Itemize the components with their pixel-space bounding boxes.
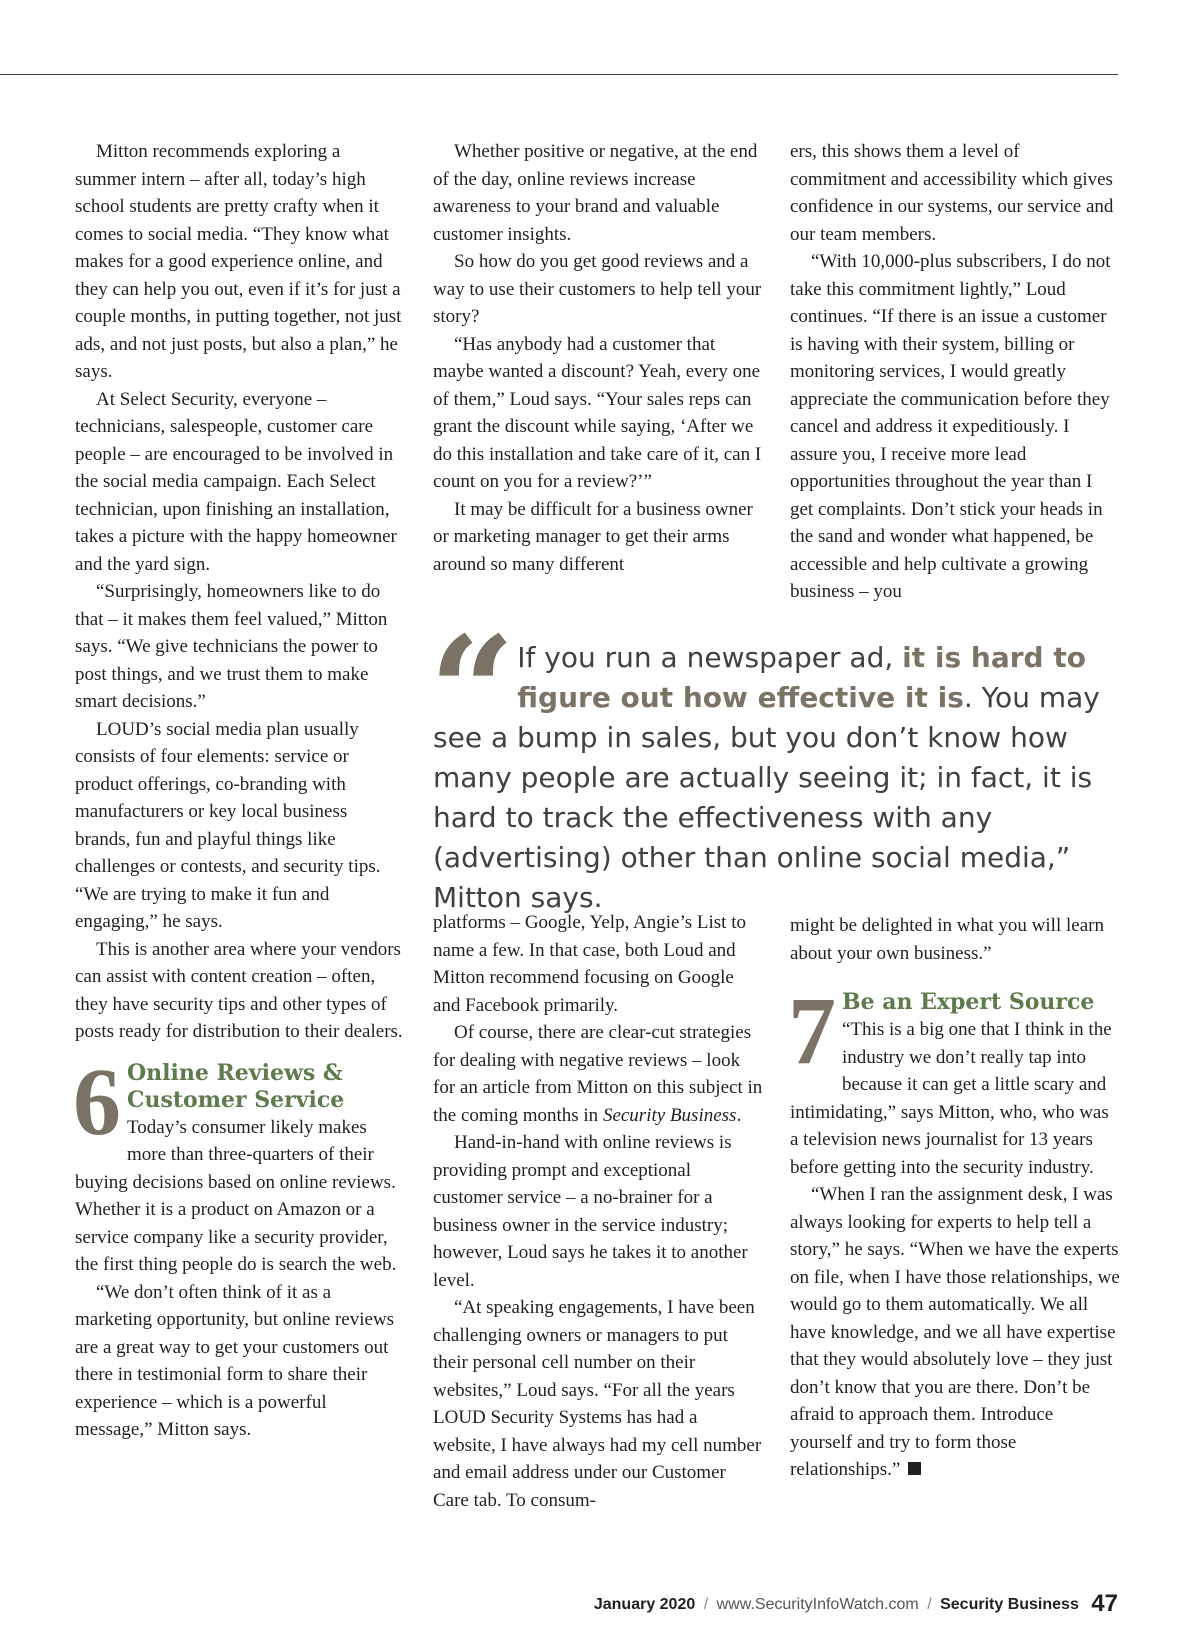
paragraph: At Select Security, everyone – technicians, salespeople, customer care people – are encouraged to be involved in the social media campaign. Each Select technician, upon finishing an installation, takes a picture with the happy homeowner and the yard sign. [75, 388, 397, 575]
website-url: www.SecurityInfoWatch.com [716, 1596, 919, 1613]
separator: / [927, 1596, 932, 1613]
column-3-top [790, 138, 1120, 606]
top-rule [0, 74, 1118, 75]
paragraph: Mitton recommends exploring a summer intern – after all, today’s high school students are pretty crafty when it comes to social media. “They know what makes for a good experience online, and they can help you out, even if it’s for just a couple months, in putting together, not just ads, and not just posts, but also a plan,” he says. [75, 141, 402, 382]
paragraph: “Has anybody had a customer that maybe wanted a discount? Yeah, every one of them,” Loud says. “Your sales reps can grant the discount while saying, ‘After we do this installation and take care of it, can I count on you for a review?’” [433, 333, 762, 492]
paragraph: “Surprisingly, homeowners like to do that – it makes them feel valued,” Mitton says. “We give technicians the power to post things, and we trust them to make smart decisions.” [75, 581, 388, 712]
page-footer [594, 1590, 1118, 1618]
paragraph-text: . [736, 1104, 742, 1126]
paragraph: LOUD’s social media plan usually consists of four elements: service or product offerings, co-branding with manufacturers or key local business brands, fun and playful things like challenges or contests, and security tips. “We are trying to make it fun and engaging,” he says. [75, 718, 381, 932]
column-1 [75, 138, 403, 1444]
paragraph: This is another area where your vendors can assist with content creation – often, they have security tips and other types of posts ready for distribution to their dealers. [75, 938, 403, 1042]
paragraph: might be delighted in what you will learn about your own business.” [790, 915, 1104, 964]
paragraph: ers, this shows them a level of commitment and accessibility which gives confidence in our systems, our service and our team members. [790, 141, 1114, 245]
column-2-bottom [433, 909, 763, 1514]
paragraph-text: Of course, there are clear-cut strategies for dealing with negative reviews – look for an article from Mitton on this subject in the coming months in [433, 1022, 763, 1126]
column-3-bottom [790, 912, 1120, 1484]
paragraph: It may be difficult for a business owner or marketing manager to get their arms around so many different [433, 498, 753, 575]
page-number: 47 [1091, 1590, 1118, 1617]
section-number: 7 [788, 977, 836, 1084]
publication-title: Security Business [602, 1104, 737, 1126]
paragraph: Today’s consumer likely makes more than three-quarters of their buying decisions based on online reviews. Whether it is a product on Amazon or a service company like a security provider, the first thing people do is search the web. [75, 1116, 397, 1275]
paragraph [433, 1019, 763, 1129]
quote-mark-icon: “ [429, 604, 506, 780]
paragraph: “At speaking engagements, I have been challenging owners or managers to put their personal cell number on their websites,” Loud says. “For all the years LOUD Security Systems has had a website, I have always had my cell number and email address under our Customer Care tab. To consum- [433, 1297, 762, 1511]
magazine-name: Security Business [940, 1596, 1079, 1613]
section-6 [73, 1047, 403, 1444]
pull-quote-text: If you run a newspaper ad, [517, 641, 903, 674]
paragraph: Whether positive or negative, at the end of the day, online reviews increase awareness to your brand and valuable customer insights. [433, 141, 758, 245]
paragraph: “We don’t often think of it as a marketing opportunity, but online reviews are a great way to get your customers out there in testimonial form to share their experience – which is a powerful message,” Mitton says. [75, 1281, 395, 1440]
section-heading: Online Reviews & Customer Service [127, 1059, 345, 1113]
paragraph [790, 1181, 1120, 1484]
paragraph: platforms – Google, Yelp, Angie’s List to name a few. In that case, both Loud and Mitton recommend focusing on Google and Facebook primarily. [433, 912, 746, 1016]
pull-quote-text: . You may see a bump in sales, but you don’t know how many people are actually seeing it; in fact, it is hard to track the effectiveness with any (advertising) other than online social media,” Mitton says. [433, 681, 1100, 914]
end-mark-icon [908, 1462, 921, 1475]
section-7 [788, 977, 1120, 1484]
section-heading: Be an Expert Source [842, 989, 1095, 1015]
pull-quote [429, 604, 1123, 918]
issue-date: January 2020 [593, 1596, 696, 1613]
paragraph: Hand-in-hand with online reviews is providing prompt and exceptional customer service – a no-brainer for a business owner in the service industry; however, Loud says he takes it to another level. [433, 1132, 748, 1291]
paragraph: “This is a big one that I think in the industry we don’t really tap into because it can get a little scary and intimidating,” says Mitton, who, who was a television news journalist for 13 years before getting into the security industry. [790, 1019, 1112, 1178]
separator: / [703, 1596, 709, 1613]
column-2-top [433, 138, 763, 578]
pull-quote-highlight: it is hard to figure out how effective it is [517, 641, 1086, 714]
paragraph: So how do you get good reviews and a way to use their customers to help tell your story? [433, 251, 762, 327]
section-number: 6 [73, 1047, 121, 1155]
paragraph: “With 10,000-plus subscribers, I do not take this commitment lightly,” Loud continues. “If there is an issue a customer is having with their system, billing or monitoring services, I would greatly appreciate the communication before they cancel and address it expeditiously. I assure you, I receive more lead opportunities throughout the year than I get complaints. Don’t stick your heads in the sand and wonder what happened, be accessible and help cultivate a growing business – you [790, 251, 1111, 602]
paragraph-text: “When I ran the assignment desk, I was always looking for experts to help tell a story,” he says. “When we have the experts on file, when I have those relationships, we would go to them automatically. We all have knowledge, and we all have expertise that they would absolutely love – they just don’t know that you are there. Don’t be afraid to approach them. Introduce yourself and try to form those relationships.” [790, 1184, 1120, 1480]
